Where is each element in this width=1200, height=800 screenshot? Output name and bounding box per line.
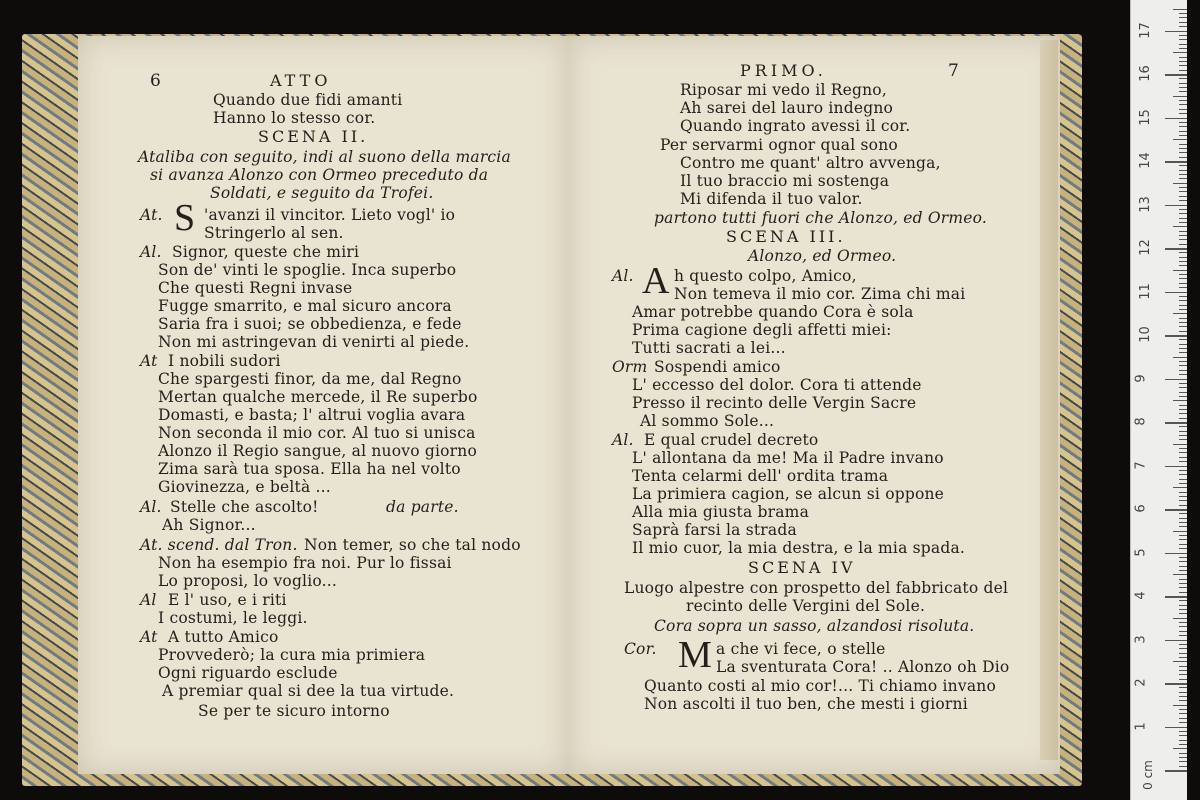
stage-direction: recinto delle Vergini del Sole. (686, 597, 926, 615)
ruler-tick (1165, 422, 1187, 424)
verse-line: Stringerlo al sen. (204, 224, 344, 242)
ruler-tick (1179, 670, 1187, 671)
verse-line: Che spargesti finor, da me, dal Regno (158, 370, 462, 388)
ruler-number: 13 (1137, 195, 1153, 213)
stage-direction: partono tutti fuori che Alonzo, ed Ormeo. (654, 209, 988, 227)
verse-line: E l' uso, e i riti (168, 591, 287, 609)
ruler-tick (1179, 383, 1187, 384)
ruler-tick (1179, 761, 1187, 762)
ruler-tick (1179, 326, 1187, 327)
ruler-number: 8 (1133, 417, 1149, 426)
stage-direction: Alonzo, ed Ormeo. (748, 247, 897, 265)
ruler-tick (1179, 26, 1187, 27)
ruler-tick (1179, 592, 1187, 593)
verse-line: Il tuo braccio mi sostenga (680, 172, 890, 190)
speaker-label: At (140, 628, 158, 646)
verse-line: 'avanzi il vincitor. Lieto vogl' io (204, 206, 456, 224)
ruler-tick (1179, 100, 1187, 101)
verse-line: a che vi fece, o stelle (716, 640, 886, 658)
ruler-tick (1179, 261, 1187, 262)
ruler-tick (1179, 392, 1187, 393)
verse-line: Tenta celarmi dell' ordita trama (632, 467, 889, 485)
verse-line: Non ascolti il tuo ben, che mesti i giorni (644, 695, 968, 713)
verse-line: Stelle che ascolto! (170, 498, 319, 516)
ruler-tick (1179, 83, 1187, 84)
verse-line: L' allontana da me! Ma il Padre invano (632, 449, 944, 467)
measurement-ruler (1130, 0, 1187, 800)
verse-line: Amar potrebbe quando Cora è sola (632, 303, 914, 321)
verse-line: E qual crudel decreto (644, 431, 819, 449)
verse-line: Riposar mi vedo il Regno, (680, 81, 887, 99)
ruler-tick (1179, 13, 1187, 14)
verse-line: Mertan qualche mercede, il Re superbo (158, 388, 478, 406)
ruler-tick (1173, 531, 1187, 532)
ruler-number: 11 (1137, 282, 1153, 300)
verse-line: A premiar qual si dee la tua virtude. (162, 682, 455, 700)
verse-line: Hanno lo stesso cor. (213, 109, 376, 127)
ruler-tick (1179, 431, 1187, 432)
page-number: 6 (150, 71, 162, 91)
ruler-tick (1165, 770, 1187, 772)
verse-line: Ah sarei del lauro indegno (680, 99, 894, 117)
ruler-tick (1173, 574, 1187, 575)
ruler-tick (1179, 135, 1187, 136)
ruler-tick (1179, 113, 1187, 114)
ruler-tick (1179, 735, 1187, 736)
ruler-tick (1179, 587, 1187, 588)
verse-line: Zima sarà tua sposa. Ella ha nel volto (158, 460, 461, 478)
ruler-number: 16 (1137, 65, 1153, 82)
ruler-tick (1179, 457, 1187, 458)
ruler-tick (1179, 174, 1187, 175)
speaker-label: Al (140, 591, 157, 609)
ruler-tick (1179, 609, 1187, 610)
ruler-tick (1179, 535, 1187, 536)
ruler-tick (1179, 448, 1187, 449)
ruler-tick (1179, 131, 1187, 132)
ruler-tick (1179, 648, 1187, 649)
ruler-tick (1173, 400, 1187, 401)
ruler-tick (1179, 679, 1187, 680)
ruler-tick (1179, 626, 1187, 627)
ruler-tick (1173, 618, 1187, 619)
ruler-tick (1165, 727, 1187, 729)
verse-line: Non temer, so che tal nodo (304, 536, 521, 554)
ruler-tick (1179, 370, 1187, 371)
ruler-tick (1179, 613, 1187, 614)
verse-line: Saprà farsi la strada (632, 521, 797, 539)
ruler-tick (1179, 461, 1187, 462)
speaker-label: At. (140, 206, 163, 224)
ruler-tick (1179, 78, 1187, 79)
ruler-tick (1179, 348, 1187, 349)
ruler-number: 7 (1133, 460, 1149, 470)
ruler-tick (1179, 766, 1187, 767)
ruler-tick (1179, 605, 1187, 606)
ruler-tick (1173, 705, 1187, 706)
ruler-tick (1179, 657, 1187, 658)
ruler-unit-label: 0 cm (1140, 760, 1155, 790)
ruler-tick (1179, 244, 1187, 245)
verse-line: Sospendi amico (654, 358, 781, 376)
ruler-tick (1179, 644, 1187, 645)
ruler-tick (1165, 466, 1187, 468)
scene-heading: SCENA III. (726, 227, 846, 246)
ruler-tick (1165, 205, 1187, 207)
ruler-tick (1179, 252, 1187, 253)
ruler-tick (1179, 61, 1187, 62)
verse-line: Non ha esempio fra noi. Pur lo fissai (158, 554, 452, 572)
verse-line: A tutto Amico (168, 628, 279, 646)
ruler-tick (1179, 753, 1187, 754)
ruler-tick (1165, 640, 1187, 642)
ruler-number: 10 (1137, 326, 1153, 343)
ruler-tick (1179, 148, 1187, 149)
verse-line: Per servarmi ognor qual sono (660, 136, 898, 154)
ruler-tick (1179, 209, 1187, 210)
verse-line: I costumi, le leggi. (158, 609, 308, 627)
ruler-tick (1179, 744, 1187, 745)
ruler-tick (1179, 157, 1187, 158)
ruler-tick (1173, 357, 1187, 358)
ruler-tick (1179, 522, 1187, 523)
verse-line: Quando ingrato avessi il cor. (680, 117, 911, 135)
ruler-number: 14 (1137, 152, 1153, 169)
ruler-tick (1179, 474, 1187, 475)
ruler-tick (1179, 452, 1187, 453)
ruler-tick (1173, 487, 1187, 488)
ruler-tick (1179, 439, 1187, 440)
ruler-tick (1179, 513, 1187, 514)
ruler-tick (1179, 344, 1187, 345)
ruler-tick (1179, 331, 1187, 332)
ruler-tick (1165, 335, 1187, 337)
ruler-number: 5 (1133, 547, 1149, 557)
ruler-tick (1179, 231, 1187, 232)
verse-line: Tutti sacrati a lei... (632, 339, 786, 357)
ruler-tick (1179, 505, 1187, 506)
ruler-tick (1165, 553, 1187, 555)
stage-direction: si avanza Alonzo con Ormeo preceduto da (150, 166, 489, 184)
ruler-tick (1173, 96, 1187, 97)
ruler-tick (1179, 283, 1187, 284)
ruler-tick (1179, 57, 1187, 58)
verse-line: Provvederò; la cura mia primiera (158, 646, 426, 664)
ruler-tick (1179, 278, 1187, 279)
verse-line: La sventurata Cora! .. Alonzo oh Dio (716, 658, 1010, 676)
ruler-tick (1179, 352, 1187, 353)
ruler-tick (1179, 296, 1187, 297)
ruler-tick (1179, 191, 1187, 192)
ruler-tick (1173, 139, 1187, 140)
ruler-tick (1179, 526, 1187, 527)
ruler-tick (1179, 178, 1187, 179)
speaker-label: At (140, 352, 158, 370)
ruler-number: 6 (1133, 504, 1149, 513)
ruler-tick (1179, 740, 1187, 741)
ruler-tick (1179, 570, 1187, 571)
verse-line: Quanto costi al mio cor!... Ti chiamo invano (644, 677, 996, 695)
ruler-tick (1165, 509, 1187, 511)
ruler-tick (1179, 22, 1187, 23)
verse-line: Son de' vinti le spoglie. Inca superbo (158, 261, 457, 279)
verse-line: Presso il recinto delle Vergin Sacre (632, 394, 917, 412)
ruler-tick (1179, 492, 1187, 493)
ruler-tick (1179, 91, 1187, 92)
ruler-tick (1179, 413, 1187, 414)
stage-direction: Soldati, e seguito da Trofei. (210, 184, 434, 202)
ruler-tick (1179, 583, 1187, 584)
ruler-tick (1179, 731, 1187, 732)
ruler-tick (1179, 387, 1187, 388)
left-page (78, 36, 570, 774)
ruler-tick (1179, 48, 1187, 49)
verse-line: Quando due fidi amanti (213, 91, 403, 109)
ruler-tick (1165, 292, 1187, 294)
ruler-tick (1173, 226, 1187, 227)
verse-line: Se per te sicuro intorno (198, 702, 390, 720)
ruler-tick (1179, 687, 1187, 688)
ruler-tick (1179, 696, 1187, 697)
ruler-tick (1179, 218, 1187, 219)
page-number: 7 (948, 61, 960, 81)
speaker-label: At. scend. dal Tron. (140, 536, 298, 554)
verse-line: Fugge smarrito, e mal sicuro ancora (158, 297, 452, 315)
ruler-number: 1 (1133, 721, 1149, 731)
ruler-tick (1179, 87, 1187, 88)
running-head: ATTO (270, 71, 332, 90)
stage-direction: Ataliba con seguito, indi al suono della marcia (138, 148, 511, 166)
ruler-tick (1173, 444, 1187, 445)
ruler-tick (1179, 339, 1187, 340)
verse-line: Ogni riguardo esclude (158, 664, 338, 682)
ruler-tick (1179, 622, 1187, 623)
ruler-tick (1179, 548, 1187, 549)
verse-line: Giovinezza, e beltà ... (158, 478, 331, 496)
ruler-tick (1179, 126, 1187, 127)
ruler-tick (1165, 118, 1187, 120)
ruler-tick (1179, 265, 1187, 266)
ruler-number: 15 (1137, 108, 1153, 126)
ruler-tick (1179, 470, 1187, 471)
ruler-tick (1179, 566, 1187, 567)
ruler-tick (1179, 44, 1187, 45)
ruler-tick (1165, 161, 1187, 163)
scene-heading: SCENA IV (748, 558, 856, 577)
verse-line: Contro me quant' altro avvenga, (680, 154, 941, 172)
ruler-tick (1179, 196, 1187, 197)
ruler-tick (1173, 183, 1187, 184)
ruler-tick (1179, 374, 1187, 375)
ruler-tick (1179, 426, 1187, 427)
ruler-tick (1179, 713, 1187, 714)
ruler-tick (1179, 318, 1187, 319)
ruler-tick (1179, 518, 1187, 519)
ruler-tick (1179, 365, 1187, 366)
drop-cap: M (678, 634, 712, 676)
page-edge (1040, 40, 1058, 760)
ruler-tick (1179, 257, 1187, 258)
ruler-tick (1173, 748, 1187, 749)
speaker-label: Orm (612, 358, 648, 376)
verse-line: Non mi astringevan di venirti al piede. (158, 333, 470, 351)
ruler-number: 3 (1133, 634, 1149, 644)
ruler-tick (1179, 104, 1187, 105)
ruler-tick (1179, 631, 1187, 632)
ruler-tick (1179, 70, 1187, 71)
ruler-tick (1179, 500, 1187, 501)
running-head: PRIMO. (740, 61, 827, 80)
ruler-tick (1179, 692, 1187, 693)
ruler-tick (1179, 200, 1187, 201)
ruler-tick (1179, 361, 1187, 362)
verse-line: Al sommo Sole... (640, 412, 775, 430)
ruler-tick (1173, 270, 1187, 271)
drop-cap: A (642, 260, 670, 302)
ruler-tick (1179, 109, 1187, 110)
verse-line: h questo colpo, Amico, (674, 267, 857, 285)
ruler-tick (1179, 718, 1187, 719)
verse-line: La primiera cagion, se alcun si oppone (632, 485, 945, 503)
ruler-tick (1179, 666, 1187, 667)
ruler-tick (1179, 187, 1187, 188)
ruler-tick (1173, 9, 1187, 10)
ruler-number: 12 (1137, 239, 1153, 256)
verse-line: Il mio cuor, la mia destra, e la mia spada. (632, 539, 966, 557)
stage-direction: Cora sopra un sasso, alzandosi risoluta. (654, 617, 975, 635)
ruler-tick (1165, 31, 1187, 33)
ruler-tick (1179, 322, 1187, 323)
ruler-tick (1179, 539, 1187, 540)
ruler-tick (1179, 305, 1187, 306)
ruler-number: 4 (1133, 591, 1149, 600)
ruler-tick (1179, 39, 1187, 40)
verse-line: Domasti, e basta; l' altrui voglia avara (158, 406, 466, 424)
verse-line: Mi difenda il tuo valor. (680, 190, 863, 208)
ruler-tick (1179, 222, 1187, 223)
aside-direction: da parte. (386, 498, 459, 516)
ruler-tick (1179, 144, 1187, 145)
verse-line: Saria fra i suoi; se obbedienza, e fede (158, 315, 462, 333)
ruler-tick (1179, 17, 1187, 18)
ruler-tick (1179, 483, 1187, 484)
ruler-tick (1179, 479, 1187, 480)
ruler-tick (1179, 600, 1187, 601)
ruler-tick (1165, 248, 1187, 250)
ruler-tick (1179, 239, 1187, 240)
ruler-tick (1179, 653, 1187, 654)
ruler-tick (1179, 557, 1187, 558)
ruler-tick (1179, 235, 1187, 236)
speaker-label: Al. (612, 267, 634, 285)
ruler-tick (1179, 709, 1187, 710)
ruler-tick (1179, 418, 1187, 419)
ruler-tick (1179, 396, 1187, 397)
ruler-tick (1179, 165, 1187, 166)
ruler-tick (1179, 405, 1187, 406)
ruler-tick (1179, 35, 1187, 36)
stage-direction: Luogo alpestre con prospetto del fabbricato del (624, 579, 1009, 597)
ruler-tick (1179, 757, 1187, 758)
drop-cap: S (174, 197, 196, 239)
ruler-tick (1179, 435, 1187, 436)
verse-line: Che questi Regni invase (158, 279, 353, 297)
ruler-tick (1179, 65, 1187, 66)
ruler-tick (1173, 661, 1187, 662)
ruler-tick (1179, 722, 1187, 723)
ruler-tick (1179, 579, 1187, 580)
verse-line: I nobili sudori (168, 352, 281, 370)
ruler-tick (1179, 409, 1187, 410)
ruler-tick (1179, 152, 1187, 153)
verse-line: Non seconda il mio cor. Al tuo si unisca (158, 424, 476, 442)
ruler-tick (1165, 379, 1187, 381)
ruler-tick (1173, 52, 1187, 53)
ruler-number: 9 (1133, 373, 1149, 383)
ruler-tick (1179, 635, 1187, 636)
ruler-tick (1165, 683, 1187, 685)
speaker-label: Cor. (624, 640, 657, 658)
verse-line: Ah Signor... (162, 516, 256, 534)
ruler-tick (1179, 213, 1187, 214)
verse-line: Prima cagione degli affetti miei: (632, 321, 892, 339)
verse-line: Alonzo il Regio sangue, al nuovo giorno (158, 442, 477, 460)
ruler-tick (1179, 170, 1187, 171)
ruler-number: 17 (1137, 21, 1153, 39)
scene-heading: SCENA II. (258, 127, 369, 146)
verse-line: Signor, queste che miri (172, 243, 360, 261)
right-page (568, 36, 1060, 774)
ruler-tick (1165, 74, 1187, 76)
ruler-tick (1179, 496, 1187, 497)
speaker-label: Al. (140, 498, 162, 516)
ruler-tick (1179, 287, 1187, 288)
ruler-tick (1179, 300, 1187, 301)
ruler-tick (1173, 313, 1187, 314)
verse-line: Non temeva il mio cor. Zima chi mai (674, 285, 966, 303)
ruler-tick (1179, 274, 1187, 275)
ruler-tick (1179, 561, 1187, 562)
ruler-tick (1179, 122, 1187, 123)
verse-line: Lo proposi, lo voglio... (158, 572, 338, 590)
ruler-number: 2 (1133, 678, 1149, 687)
speaker-label: Al. (612, 431, 634, 449)
ruler-tick (1179, 309, 1187, 310)
ruler-tick (1179, 544, 1187, 545)
verse-line: Alla mia giusta brama (632, 503, 810, 521)
ruler-tick (1165, 596, 1187, 598)
verse-line: L' eccesso del dolor. Cora ti attende (632, 376, 922, 394)
speaker-label: Al. (140, 243, 162, 261)
ruler-tick (1179, 674, 1187, 675)
ruler-tick (1179, 700, 1187, 701)
